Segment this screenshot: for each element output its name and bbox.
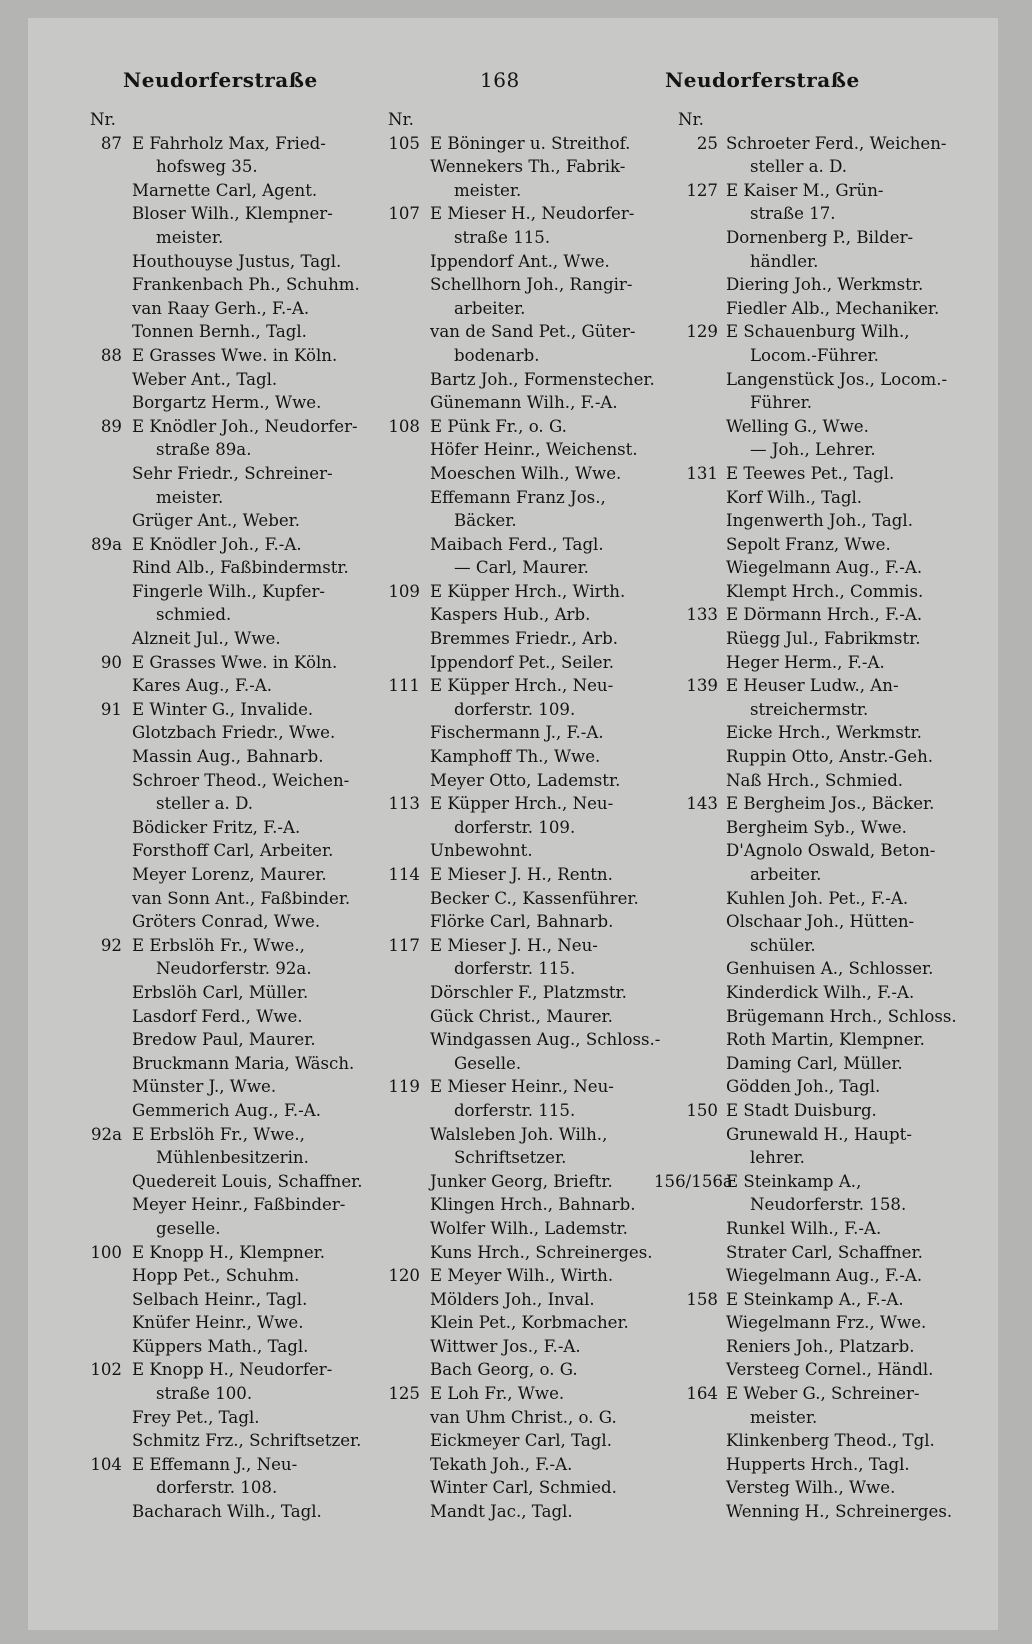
- house-entry: [676, 603, 972, 674]
- resident-line: streichermstr.: [750, 699, 869, 719]
- house-entry: [88, 1358, 378, 1452]
- resident-line: steller a. D.: [156, 794, 254, 814]
- resident-line: Becker C., Kassenführer.: [430, 888, 639, 908]
- house-entry: [386, 580, 678, 674]
- resident-line: Eickmeyer Carl, Tagl.: [430, 1431, 612, 1451]
- resident-line: Bremmes Friedr., Arb.: [430, 629, 618, 649]
- resident-line: Ingenwerth Joh., Tagl.: [726, 511, 913, 531]
- column-3: [654, 108, 972, 1524]
- resident-line: Reniers Joh., Platzarb.: [726, 1336, 915, 1356]
- resident-line: Bergheim Syb., Wwe.: [726, 817, 907, 837]
- owner-line: E Knödler Joh., Neudorfer-: [132, 416, 358, 436]
- house-entry: [386, 1264, 678, 1382]
- house-entry: [88, 415, 378, 533]
- house-entry: [386, 202, 678, 414]
- resident-line: Schroer Theod., Weichen-: [132, 770, 350, 790]
- resident-line: schmied.: [156, 605, 232, 625]
- resident-line: straße 17.: [750, 204, 836, 224]
- resident-line: Schriftsetzer.: [454, 1148, 567, 1168]
- resident-line: Frey Pet., Tagl.: [132, 1407, 260, 1427]
- resident-line: van Raay Gerh., F.-A.: [132, 298, 310, 318]
- house-number: 105: [388, 133, 420, 153]
- house-entry: [88, 1241, 378, 1359]
- resident-line: Kinderdick Wilh., F.-A.: [726, 982, 915, 1002]
- resident-line: Eicke Hrch., Werkmstr.: [726, 723, 922, 743]
- house-entry: [676, 792, 972, 1099]
- resident-line: Bacharach Wilh., Tagl.: [132, 1502, 322, 1522]
- resident-line: Tekath Joh., F.-A.: [430, 1454, 573, 1474]
- owner-line: E Erbslöh Fr., Wwe.,: [132, 1124, 305, 1144]
- house-entry: [676, 1382, 972, 1524]
- resident-line: Dornenberg P., Bilder-: [726, 227, 914, 247]
- nr-column-label: Nr.: [388, 110, 414, 129]
- house-entry: [654, 1170, 972, 1288]
- resident-line: Fischermann J., F.-A.: [430, 723, 604, 743]
- resident-line: Kuns Hrch., Schreinerges.: [430, 1242, 653, 1262]
- house-number: 89a: [90, 534, 122, 554]
- resident-line: Grüger Ant., Weber.: [132, 511, 301, 531]
- resident-line: Roth Martin, Klempner.: [726, 1030, 925, 1050]
- resident-line: Führer.: [750, 393, 813, 413]
- resident-line: Schmitz Frz., Schriftsetzer.: [132, 1431, 362, 1451]
- house-number: 125: [388, 1384, 420, 1404]
- resident-line: Brügemann Hrch., Schloss.: [726, 1006, 957, 1026]
- house-entry: [386, 792, 678, 863]
- resident-line: Mölders Joh., Inval.: [430, 1289, 595, 1309]
- owner-line: E Teewes Pet., Tagl.: [726, 463, 895, 483]
- resident-line: straße 115.: [454, 227, 551, 247]
- owner-line: E Küpper Hrch., Neu-: [430, 676, 614, 696]
- house-number: 88: [100, 345, 122, 365]
- resident-line: Ippendorf Ant., Wwe.: [430, 251, 610, 271]
- resident-line: Münster J., Wwe.: [132, 1077, 277, 1097]
- owner-line: E Stadt Duisburg.: [726, 1100, 877, 1120]
- house-number: 143: [686, 794, 718, 814]
- resident-line: Alzneit Jul., Wwe.: [132, 629, 281, 649]
- resident-line: straße 100.: [156, 1384, 253, 1404]
- resident-line: Klempt Hrch., Commis.: [726, 581, 924, 601]
- resident-line: Daming Carl, Müller.: [726, 1053, 903, 1073]
- owner-line: E Dörmann Hrch., F.-A.: [726, 605, 923, 625]
- resident-line: Effemann Franz Jos.,: [430, 487, 606, 507]
- resident-line: Runkel Wilh., F.-A.: [726, 1218, 882, 1238]
- owner-line: E Effemann J., Neu-: [132, 1454, 298, 1474]
- resident-line: Mühlenbesitzerin.: [156, 1148, 309, 1168]
- house-number: 107: [388, 204, 420, 224]
- resident-line: Gödden Joh., Tagl.: [726, 1077, 881, 1097]
- owner-line: E Mieser J. H., Neu-: [430, 935, 598, 955]
- house-number: 108: [388, 416, 420, 436]
- resident-line: Olschaar Joh., Hütten-: [726, 912, 915, 932]
- resident-line: straße 89a.: [156, 440, 252, 460]
- resident-line: Winter Carl, Schmied.: [430, 1478, 617, 1498]
- house-number: 92: [100, 935, 122, 955]
- resident-line: Schellhorn Joh., Rangir-: [430, 275, 633, 295]
- house-number: 109: [388, 581, 420, 601]
- house-number: 89: [100, 416, 122, 436]
- resident-line: Meyer Heinr., Faßbinder-: [132, 1195, 346, 1215]
- house-entry: [386, 934, 678, 1076]
- resident-line: Tonnen Bernh., Tagl.: [132, 322, 307, 342]
- resident-line: meister.: [454, 180, 522, 200]
- house-entry: [386, 863, 678, 934]
- house-number: 117: [388, 935, 420, 955]
- resident-line: dorferstr. 109.: [454, 817, 576, 837]
- resident-line: Heger Herm., F.-A.: [726, 652, 885, 672]
- resident-line: Geselle.: [454, 1053, 522, 1073]
- house-entry: [386, 132, 678, 203]
- owner-line: E Erbslöh Fr., Wwe.,: [132, 935, 305, 955]
- house-number: 119: [388, 1077, 420, 1097]
- resident-line: Maibach Ferd., Tagl.: [430, 534, 604, 554]
- resident-line: Forsthoff Carl, Arbeiter.: [132, 841, 334, 861]
- owner-line: E Mieser H., Neudorfer-: [430, 204, 635, 224]
- house-number: 139: [686, 676, 718, 696]
- resident-line: Klinkenberg Theod., Tgl.: [726, 1431, 935, 1451]
- resident-line: Versteeg Cornel., Händl.: [726, 1360, 934, 1380]
- owner-line: E Böninger u. Streithof.: [430, 133, 631, 153]
- resident-line: arbeiter.: [454, 298, 526, 318]
- house-entry: [386, 1382, 678, 1524]
- resident-line: Ippendorf Pet., Seiler.: [430, 652, 615, 672]
- resident-line: Walsleben Joh. Wilh.,: [430, 1124, 608, 1144]
- resident-line: dorferstr. 115.: [454, 1100, 576, 1120]
- resident-line: Locom.-Führer.: [750, 345, 879, 365]
- owner-line: E Schauenburg Wilh.,: [726, 322, 910, 342]
- house-number: 127: [686, 180, 718, 200]
- house-entry: [676, 132, 972, 179]
- resident-line: Kaspers Hub., Arb.: [430, 605, 591, 625]
- house-number: 164: [686, 1384, 718, 1404]
- house-number: 102: [90, 1360, 122, 1380]
- nr-column-label: Nr.: [90, 110, 116, 129]
- resident-line: Hupperts Hrch., Tagl.: [726, 1454, 910, 1474]
- resident-line: Genhuisen A., Schlosser.: [726, 959, 934, 979]
- house-number: 104: [90, 1454, 122, 1474]
- resident-line: Gröters Conrad, Wwe.: [132, 912, 321, 932]
- resident-line: Junker Georg, Brieftr.: [430, 1171, 613, 1191]
- owner-line: E Steinkamp A., F.-A.: [726, 1289, 904, 1309]
- resident-line: arbeiter.: [750, 865, 822, 884]
- house-number: 91: [100, 699, 122, 719]
- resident-line: Marnette Carl, Agent.: [132, 180, 318, 200]
- resident-line: Günemann Wilh., F.-A.: [430, 393, 618, 413]
- house-number: 131: [686, 463, 718, 483]
- resident-line: van Uhm Christ., o. G.: [430, 1407, 617, 1427]
- resident-line: van Sonn Ant., Faßbinder.: [132, 888, 351, 908]
- resident-line: Houthouyse Justus, Tagl.: [132, 251, 342, 271]
- house-number: 120: [388, 1266, 420, 1286]
- house-number: 100: [90, 1242, 122, 1262]
- resident-line: Dörschler F., Platzmstr.: [430, 982, 627, 1002]
- resident-line: Bredow Paul, Maurer.: [132, 1030, 316, 1050]
- resident-line: Glotzbach Friedr., Wwe.: [132, 723, 336, 743]
- owner-line: E Grasses Wwe. in Köln.: [132, 345, 338, 365]
- owner-line: E Knopp H., Klempner.: [132, 1242, 326, 1262]
- resident-line: Knüfer Heinr., Wwe.: [132, 1313, 304, 1333]
- resident-line: Langenstück Jos., Locom.-: [726, 369, 948, 389]
- owner-line: E Fahrholz Max, Fried-: [132, 133, 326, 153]
- resident-line: Flörke Carl, Bahnarb.: [430, 912, 614, 932]
- house-entry: [676, 1099, 972, 1170]
- resident-line: händler.: [750, 251, 819, 271]
- house-entry: [676, 462, 972, 604]
- resident-line: Massin Aug., Bahnarb.: [132, 747, 324, 767]
- house-number: 90: [100, 652, 122, 672]
- resident-line: Bruckmann Maria, Wäsch.: [132, 1053, 355, 1073]
- resident-line: meister.: [156, 487, 224, 507]
- resident-line: Rüegg Jul., Fabrikmstr.: [726, 629, 921, 649]
- house-entry: [676, 1288, 972, 1382]
- resident-line: Grunewald H., Haupt-: [726, 1124, 912, 1144]
- resident-line: D'Agnolo Oswald, Beton-: [726, 841, 936, 861]
- resident-line: Wenning H., Schreinerges.: [726, 1502, 953, 1522]
- resident-line: Naß Hrch., Schmied.: [726, 770, 904, 790]
- house-entry: [88, 344, 378, 415]
- house-entry: [88, 698, 378, 934]
- house-entry: [676, 320, 972, 462]
- resident-line: Selbach Heinr., Tagl.: [132, 1289, 308, 1309]
- resident-line: dorferstr. 109.: [454, 699, 576, 719]
- resident-line: Bach Georg, o. G.: [430, 1360, 578, 1380]
- house-number: 25: [696, 133, 718, 153]
- owner-line: E Küpper Hrch., Wirth.: [430, 581, 626, 601]
- resident-line: Rind Alb., Faßbindermstr.: [132, 558, 349, 578]
- resident-line: Neudorferstr. 92a.: [156, 959, 312, 979]
- house-number: 111: [388, 676, 420, 696]
- house-entry: [386, 1075, 678, 1264]
- resident-line: Windgassen Aug., Schloss.-: [430, 1030, 661, 1050]
- resident-line: Höfer Heinr., Weichenst.: [430, 440, 638, 460]
- house-entry: [88, 651, 378, 698]
- running-header-left: Neudorferstraße: [123, 68, 318, 92]
- resident-line: Unbewohnt.: [430, 841, 533, 861]
- resident-line: van de Sand Pet., Güter-: [430, 322, 636, 342]
- house-entry: [88, 934, 378, 1123]
- owner-line: E Mieser Heinr., Neu-: [430, 1077, 614, 1097]
- house-entry: [676, 179, 972, 321]
- nr-column-label: Nr.: [678, 110, 704, 129]
- owner-line: E Meyer Wilh., Wirth.: [430, 1266, 614, 1286]
- owner-line: E Knödler Joh., F.-A.: [132, 534, 302, 554]
- resident-line: Fiedler Alb., Mechaniker.: [726, 298, 940, 318]
- running-header-right: Neudorferstraße: [665, 68, 860, 92]
- house-number: 87: [100, 133, 122, 153]
- resident-line: Ruppin Otto, Anstr.-Geh.: [726, 747, 934, 767]
- resident-line: Strater Carl, Schaffner.: [726, 1242, 923, 1262]
- owner-line: E Steinkamp A.,: [726, 1171, 862, 1191]
- owner-line: E Pünk Fr., o. G.: [430, 416, 567, 436]
- directory-page: [28, 18, 998, 1630]
- house-entry: [88, 1453, 378, 1524]
- resident-line: dorferstr. 115.: [454, 959, 576, 979]
- resident-line: Gemmerich Aug., F.-A.: [132, 1100, 322, 1120]
- resident-line: Kuhlen Joh. Pet., F.-A.: [726, 888, 909, 908]
- resident-line: Bäcker.: [454, 511, 517, 531]
- resident-line: Meyer Otto, Lademstr.: [430, 770, 621, 790]
- resident-line: Borgartz Herm., Wwe.: [132, 393, 322, 413]
- house-entry: [88, 1123, 378, 1241]
- resident-line: Wennekers Th., Fabrik-: [430, 157, 626, 177]
- resident-line: Korf Wilh., Tagl.: [726, 487, 863, 507]
- resident-line: Quedereit Louis, Schaffner.: [132, 1171, 363, 1191]
- resident-line: Lasdorf Ferd., Wwe.: [132, 1006, 303, 1026]
- owner-line: E Knopp H., Neudorfer-: [132, 1360, 333, 1380]
- resident-line: Bartz Joh., Formenstecher.: [430, 369, 655, 389]
- house-entry: [88, 533, 378, 651]
- owner-line: E Mieser J. H., Rentn.: [430, 865, 613, 884]
- house-number: 92a: [90, 1124, 122, 1144]
- resident-line: Bödicker Fritz, F.-A.: [132, 817, 301, 837]
- resident-line: Mandt Jac., Tagl.: [430, 1502, 573, 1522]
- resident-line: Sepolt Franz, Wwe.: [726, 534, 891, 554]
- resident-line: Weber Ant., Tagl.: [132, 369, 278, 389]
- house-number: 133: [686, 605, 718, 625]
- resident-line: Sehr Friedr., Schreiner-: [132, 463, 333, 483]
- house-number: 113: [388, 794, 420, 814]
- resident-line: Klingen Hrch., Bahnarb.: [430, 1195, 636, 1215]
- resident-line: Erbslöh Carl, Müller.: [132, 982, 309, 1002]
- resident-line: geselle.: [156, 1218, 221, 1238]
- resident-line: Welling G., Wwe.: [726, 416, 869, 436]
- resident-line: lehrer.: [750, 1148, 805, 1168]
- resident-line: Kamphoff Th., Wwe.: [430, 747, 601, 767]
- resident-line: — Joh., Lehrer.: [750, 440, 876, 460]
- resident-line: — Carl, Maurer.: [454, 558, 589, 578]
- house-entry: [386, 674, 678, 792]
- resident-line: Wolfer Wilh., Lademstr.: [430, 1218, 628, 1238]
- owner-line: Schroeter Ferd., Weichen-: [726, 133, 947, 153]
- house-entry: [386, 415, 678, 580]
- resident-line: Küppers Math., Tagl.: [132, 1336, 309, 1356]
- resident-line: Neudorferstr. 158.: [750, 1195, 907, 1215]
- resident-line: Wiegelmann Aug., F.-A.: [726, 558, 923, 578]
- owner-line: E Kaiser M., Grün-: [726, 180, 884, 200]
- resident-line: Versteg Wilh., Wwe.: [726, 1478, 896, 1498]
- resident-line: Meyer Lorenz, Maurer.: [132, 865, 327, 884]
- resident-line: Hopp Pet., Schuhm.: [132, 1266, 300, 1286]
- column-2: [386, 108, 678, 1524]
- resident-line: meister.: [156, 227, 224, 247]
- house-number: 150: [686, 1100, 718, 1120]
- resident-line: Wiegelmann Aug., F.-A.: [726, 1266, 923, 1286]
- owner-line: E Winter G., Invalide.: [132, 699, 314, 719]
- resident-line: bodenarb.: [454, 345, 540, 365]
- resident-line: Klein Pet., Korbmacher.: [430, 1313, 629, 1333]
- resident-line: dorferstr. 108.: [156, 1478, 278, 1498]
- owner-line: E Loh Fr., Wwe.: [430, 1384, 565, 1404]
- house-number: 114: [388, 865, 420, 884]
- resident-line: Bloser Wilh., Klempner-: [132, 204, 333, 224]
- house-entry: [676, 674, 972, 792]
- owner-line: E Bergheim Jos., Bäcker.: [726, 794, 935, 814]
- resident-line: Diering Joh., Werkmstr.: [726, 275, 924, 295]
- page-number: 168: [480, 68, 520, 92]
- owner-line: E Küpper Hrch., Neu-: [430, 794, 614, 814]
- house-entry: [88, 132, 378, 344]
- house-number: 129: [686, 322, 718, 342]
- owner-line: E Weber G., Schreiner-: [726, 1384, 920, 1404]
- column-1: [88, 108, 378, 1524]
- resident-line: schüler.: [750, 935, 816, 955]
- resident-line: steller a. D.: [750, 157, 848, 177]
- resident-line: Wiegelmann Frz., Wwe.: [726, 1313, 927, 1333]
- resident-line: meister.: [750, 1407, 818, 1427]
- resident-line: hofsweg 35.: [156, 157, 258, 177]
- resident-line: Fingerle Wilh., Kupfer-: [132, 581, 326, 601]
- resident-line: Wittwer Jos., F.-A.: [430, 1336, 581, 1356]
- owner-line: E Heuser Ludw., An-: [726, 676, 899, 696]
- owner-line: E Grasses Wwe. in Köln.: [132, 652, 338, 672]
- resident-line: Kares Aug., F.-A.: [132, 676, 273, 696]
- resident-line: Frankenbach Ph., Schuhm.: [132, 275, 360, 295]
- resident-line: Moeschen Wilh., Wwe.: [430, 463, 622, 483]
- house-number: 158: [686, 1289, 718, 1309]
- house-number: 156/156a: [654, 1171, 733, 1191]
- resident-line: Gück Christ., Maurer.: [430, 1006, 613, 1026]
